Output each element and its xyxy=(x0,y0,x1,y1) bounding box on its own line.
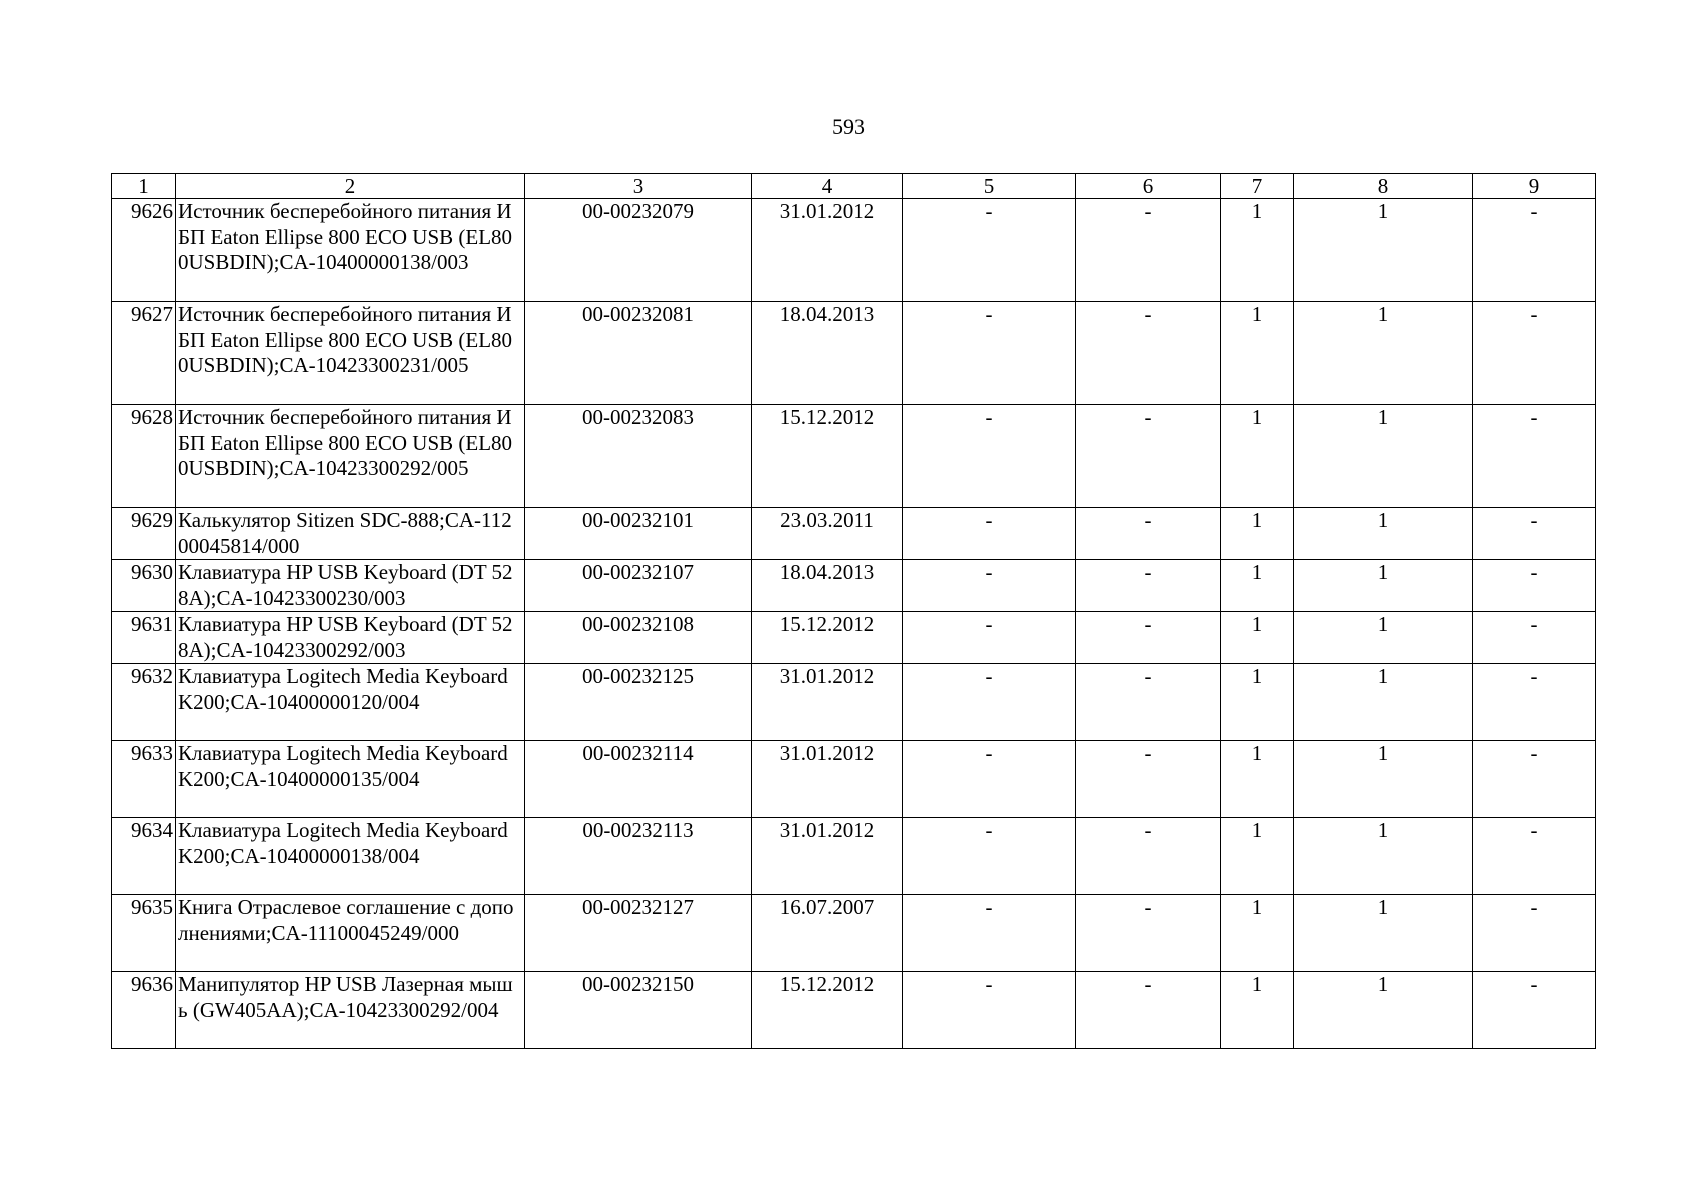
header-cell: 8 xyxy=(1294,174,1473,199)
col6-cell: - xyxy=(1076,741,1221,818)
col5-cell: - xyxy=(903,302,1076,405)
inventory-code: 00-00232079 xyxy=(525,199,752,302)
col6-cell: - xyxy=(1076,818,1221,895)
col7-cell: 1 xyxy=(1221,560,1294,612)
inventory-code: 00-00232083 xyxy=(525,405,752,508)
col7-cell: 1 xyxy=(1221,612,1294,664)
col9-cell: - xyxy=(1473,302,1596,405)
header-cell: 3 xyxy=(525,174,752,199)
inventory-code: 00-00232125 xyxy=(525,664,752,741)
row-number: 9628 xyxy=(112,405,176,508)
page-number: 593 xyxy=(832,114,865,139)
col8-cell: 1 xyxy=(1294,664,1473,741)
item-name: Клавиатура Logitech Media Keyboard K200;CA-10400000120/004 xyxy=(176,664,525,741)
col7-cell: 1 xyxy=(1221,302,1294,405)
col7-cell: 1 xyxy=(1221,741,1294,818)
col7-cell: 1 xyxy=(1221,972,1294,1049)
row-number: 9634 xyxy=(112,818,176,895)
col5-cell: - xyxy=(903,612,1076,664)
table-row xyxy=(112,895,1596,972)
item-name: Источник бесперебойного питания ИБП Eaton Ellipse 800 ECO USB (EL800USBDIN);CA-10423300292/005 xyxy=(176,405,525,508)
col7-cell: 1 xyxy=(1221,818,1294,895)
col5-cell: - xyxy=(903,199,1076,302)
col6-cell: - xyxy=(1076,972,1221,1049)
table-row xyxy=(112,199,1596,302)
date-cell: 23.03.2011 xyxy=(752,508,903,560)
col5-cell: - xyxy=(903,405,1076,508)
date-cell: 15.12.2012 xyxy=(752,612,903,664)
date-cell: 31.01.2012 xyxy=(752,741,903,818)
header-cell: 4 xyxy=(752,174,903,199)
col8-cell: 1 xyxy=(1294,199,1473,302)
col9-cell: - xyxy=(1473,508,1596,560)
col8-cell: 1 xyxy=(1294,302,1473,405)
col5-cell: - xyxy=(903,895,1076,972)
inventory-code: 00-00232114 xyxy=(525,741,752,818)
item-name: Клавиатура Logitech Media Keyboard K200;CA-10400000138/004 xyxy=(176,818,525,895)
table-row xyxy=(112,818,1596,895)
col9-cell: - xyxy=(1473,405,1596,508)
header-cell: 5 xyxy=(903,174,1076,199)
row-number: 9631 xyxy=(112,612,176,664)
row-number: 9629 xyxy=(112,508,176,560)
col8-cell: 1 xyxy=(1294,972,1473,1049)
col9-cell: - xyxy=(1473,612,1596,664)
col5-cell: - xyxy=(903,972,1076,1049)
col8-cell: 1 xyxy=(1294,560,1473,612)
col8-cell: 1 xyxy=(1294,895,1473,972)
col9-cell: - xyxy=(1473,972,1596,1049)
date-cell: 15.12.2012 xyxy=(752,972,903,1049)
col9-cell: - xyxy=(1473,664,1596,741)
item-name: Книга Отраслевое соглашение с дополнениями;CA-11100045249/000 xyxy=(176,895,525,972)
header-cell: 1 xyxy=(112,174,176,199)
table-row xyxy=(112,302,1596,405)
item-name: Клавиатура Logitech Media Keyboard K200;CA-10400000135/004 xyxy=(176,741,525,818)
row-number: 9636 xyxy=(112,972,176,1049)
date-cell: 16.07.2007 xyxy=(752,895,903,972)
table-row xyxy=(112,612,1596,664)
col8-cell: 1 xyxy=(1294,818,1473,895)
col8-cell: 1 xyxy=(1294,405,1473,508)
item-name: Источник бесперебойного питания ИБП Eaton Ellipse 800 ECO USB (EL800USBDIN);CA-10400000138/003 xyxy=(176,199,525,302)
col7-cell: 1 xyxy=(1221,508,1294,560)
inventory-code: 00-00232108 xyxy=(525,612,752,664)
date-cell: 18.04.2013 xyxy=(752,302,903,405)
date-cell: 31.01.2012 xyxy=(752,199,903,302)
row-number: 9626 xyxy=(112,199,176,302)
inventory-code: 00-00232127 xyxy=(525,895,752,972)
col7-cell: 1 xyxy=(1221,199,1294,302)
col9-cell: - xyxy=(1473,818,1596,895)
item-name: Манипулятор HP USB Лазерная мышь (GW405AA);CA-10423300292/004 xyxy=(176,972,525,1049)
col7-cell: 1 xyxy=(1221,664,1294,741)
table-row xyxy=(112,972,1596,1049)
item-name: Калькулятор Sitizen SDC-888;CA-11200045814/000 xyxy=(176,508,525,560)
col5-cell: - xyxy=(903,664,1076,741)
inventory-code: 00-00232107 xyxy=(525,560,752,612)
row-number: 9627 xyxy=(112,302,176,405)
row-number: 9635 xyxy=(112,895,176,972)
header-row xyxy=(112,174,1596,199)
date-cell: 15.12.2012 xyxy=(752,405,903,508)
table-row xyxy=(112,560,1596,612)
row-number: 9633 xyxy=(112,741,176,818)
col9-cell: - xyxy=(1473,895,1596,972)
header-cell: 7 xyxy=(1221,174,1294,199)
inventory-code: 00-00232081 xyxy=(525,302,752,405)
table-row xyxy=(112,664,1596,741)
col6-cell: - xyxy=(1076,508,1221,560)
date-cell: 31.01.2012 xyxy=(752,818,903,895)
item-name: Источник бесперебойного питания ИБП Eaton Ellipse 800 ECO USB (EL800USBDIN);CA-10423300231/005 xyxy=(176,302,525,405)
col7-cell: 1 xyxy=(1221,895,1294,972)
inventory-code: 00-00232101 xyxy=(525,508,752,560)
row-number: 9630 xyxy=(112,560,176,612)
item-name: Клавиатура HP USB Keyboard (DT 528A);CA-10423300292/003 xyxy=(176,612,525,664)
header-cell: 2 xyxy=(176,174,525,199)
inventory-code: 00-00232113 xyxy=(525,818,752,895)
table-row xyxy=(112,741,1596,818)
col8-cell: 1 xyxy=(1294,508,1473,560)
date-cell: 31.01.2012 xyxy=(752,664,903,741)
col6-cell: - xyxy=(1076,302,1221,405)
item-name: Клавиатура HP USB Keyboard (DT 528A);CA-10423300230/003 xyxy=(176,560,525,612)
table-row xyxy=(112,508,1596,560)
col6-cell: - xyxy=(1076,199,1221,302)
inventory-code: 00-00232150 xyxy=(525,972,752,1049)
col6-cell: - xyxy=(1076,405,1221,508)
col9-cell: - xyxy=(1473,560,1596,612)
col5-cell: - xyxy=(903,741,1076,818)
col5-cell: - xyxy=(903,508,1076,560)
col5-cell: - xyxy=(903,818,1076,895)
col7-cell: 1 xyxy=(1221,405,1294,508)
col6-cell: - xyxy=(1076,560,1221,612)
col8-cell: 1 xyxy=(1294,612,1473,664)
col9-cell: - xyxy=(1473,199,1596,302)
row-number: 9632 xyxy=(112,664,176,741)
col6-cell: - xyxy=(1076,664,1221,741)
table-row xyxy=(112,405,1596,508)
inventory-table xyxy=(111,173,1596,1049)
col6-cell: - xyxy=(1076,895,1221,972)
header-cell: 6 xyxy=(1076,174,1221,199)
col9-cell: - xyxy=(1473,741,1596,818)
header-cell: 9 xyxy=(1473,174,1596,199)
col5-cell: - xyxy=(903,560,1076,612)
col6-cell: - xyxy=(1076,612,1221,664)
col8-cell: 1 xyxy=(1294,741,1473,818)
date-cell: 18.04.2013 xyxy=(752,560,903,612)
